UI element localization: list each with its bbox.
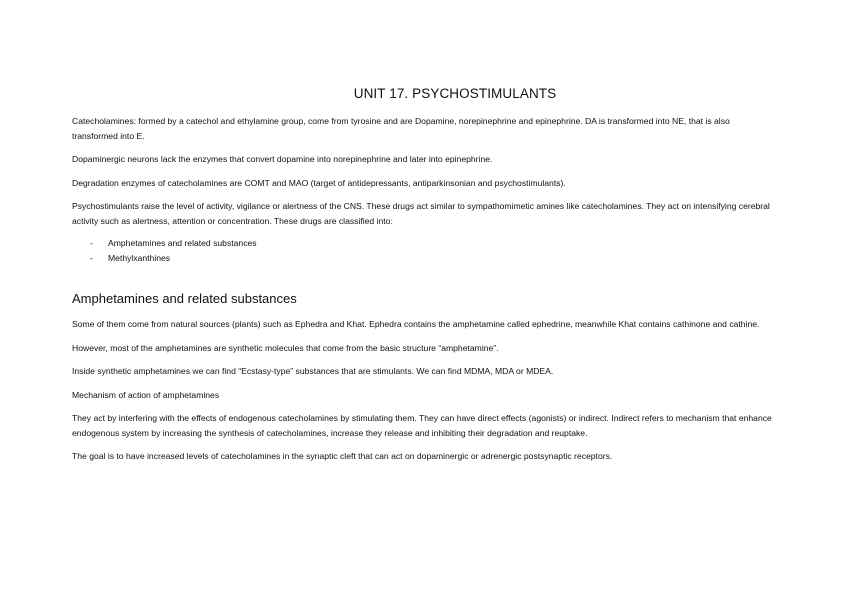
list-item-text: Methylxanthines (108, 252, 171, 263)
list-item-text: Amphetamines and related substances (108, 238, 257, 248)
bullet-marker: - (90, 238, 93, 248)
paragraph-degradation-enzymes: Degradation enzymes of catecholamines are COMT and MAO (target of antidepressants, antiparkinsonian and psychostimulants). (72, 177, 566, 188)
paragraph-catecholamines: Catecholamines: formed by a catechol and ethylamine group, come from tyrosine and are Dopamine, norepinephrine and epinephrine. DA is transformed into NE, that is also transformed into E. (72, 116, 730, 141)
paragraph-dopaminergic-neurons: Dopaminergic neurons lack the enzymes that convert dopamine into norepinephrine and later into epinephrine. (72, 154, 493, 164)
classification-list (72, 236, 778, 265)
paragraph-synthetic-molecules: However, most of the amphetamines are synthetic molecules that come from the basic structure “amphetamine”. (72, 342, 499, 353)
list-item (72, 251, 778, 266)
subheading-mechanism: Mechanism of action of amphetamines (72, 389, 220, 400)
section-heading: Amphetamines and related substances (72, 291, 297, 306)
paragraph-mechanism: They act by interfering with the effects of endogenous catecholamines by stimulating them. They can have direct effects (agonists) or indirect. Indirect refers to mechanism that enhance endogenous system by increasing the synthesis of catecholamines, increase they release and inhibiting their degradation and reuptake. (72, 413, 772, 438)
paragraph-natural-sources: Some of them come from natural sources (plants) such as Ephedra and Khat. Ephedra contains the amphetamine called ephedrine, meanwhile Khat contains cathinone and cathine. (72, 319, 760, 329)
paragraph-psychostimulants: Psychostimulants raise the level of activity, vigilance or alertness of the CNS. These drugs act similar to sympathomimetic amines like catecholamines. They act on intensifying cerebral activity such as alertness, attention or concentration. These drugs are classified into: (72, 201, 770, 226)
bullet-marker: - (90, 252, 93, 263)
list-item (72, 236, 778, 251)
page-title: UNIT 17. PSYCHOSTIMULANTS (353, 86, 557, 101)
paragraph-goal: The goal is to have increased levels of catecholamines in the synaptic cleft that can act on dopaminergic or adrenergic postsynaptic receptors. (72, 451, 613, 461)
paragraph-ecstasy-type: Inside synthetic amphetamines we can find “Ecstasy-type” substances that are stimulants. We can find MDMA, MDA or MDEA. (72, 366, 554, 376)
